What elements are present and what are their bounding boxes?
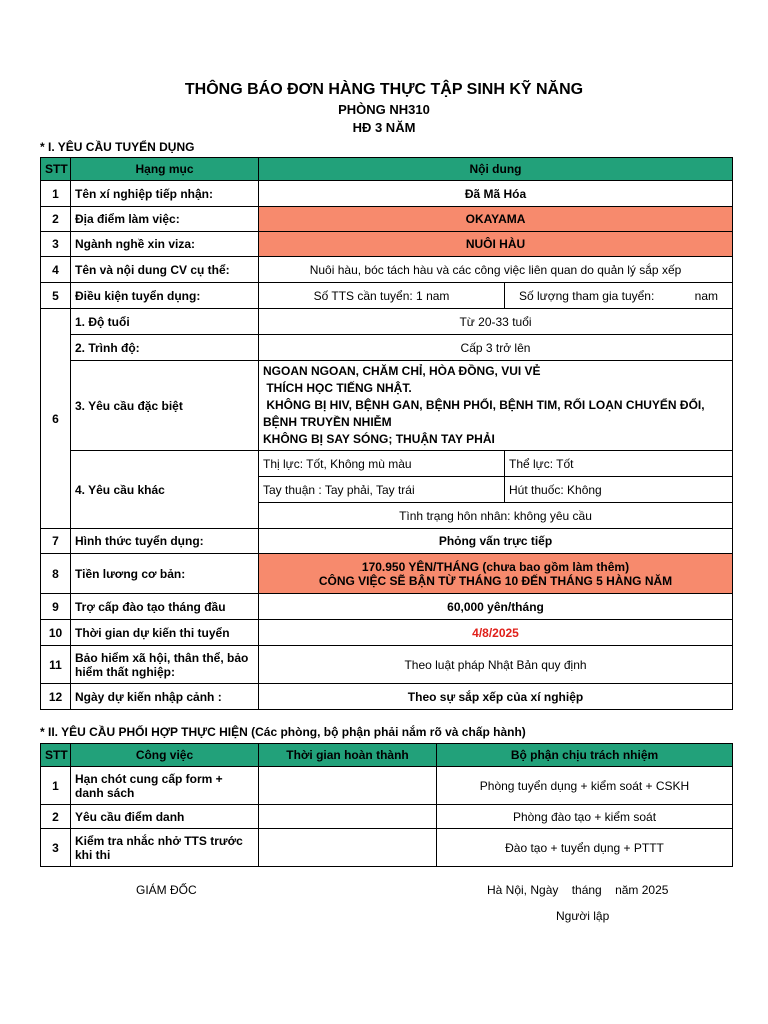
special-line: KHÔNG BỊ SAY SÓNG; THUẬN TAY PHẢI [263,432,495,446]
table-row [41,451,733,477]
contract-term: HĐ 3 NĂM [352,120,416,135]
responsible-department: Đào tạo + tuyển dụng + PTTT [437,829,733,867]
table-row [41,309,733,335]
row-label: Ngày dự kiến nhập cảnh : [71,684,259,710]
row-label: Tên xí nghiệp tiếp nhận: [71,181,259,207]
job-description: Nuôi hàu, bóc tách hàu và các công việc liên quan do quản lý sắp xếp [259,257,733,283]
table-row [41,361,733,451]
row-label: Trợ cấp đào tạo tháng đầu [71,594,259,620]
table-row [41,805,733,829]
row-stt: 3 [41,232,71,257]
row-label: Ngành nghề xin viza: [71,232,259,257]
row-label: Địa điểm làm việc: [71,207,259,232]
row-stt: 1 [41,767,71,805]
salary-amount: 170.950 YÊN/THÁNG (chưa bao gồm làm thêm) [361,559,630,574]
row-stt: 1 [41,181,71,207]
smoking-requirement: Hút thuốc: Không [505,477,733,503]
responsible-department: Phòng đào tạo + kiểm soát [437,805,733,829]
coordination-table [40,743,733,867]
education-label: 2. Trình độ: [71,335,259,361]
age-label: 1. Độ tuổi [71,309,259,335]
col-header-department: Bộ phận chịu trách nhiệm [437,744,733,767]
table-row [41,335,733,361]
busy-season-note: CÔNG VIỆC SẼ BẬN TỪ THÁNG 10 ĐẾN THÁNG 5 HÀNG NĂM [318,573,673,588]
special-requirements-label: 3. Yêu cầu đặc biệt [71,361,259,451]
visa-occupation: NUÔI HÀU [259,232,733,257]
table-row [41,646,733,684]
row-label: Tiền lương cơ bản: [71,554,259,594]
row-stt: 2 [41,207,71,232]
row-label: Điều kiện tuyển dụng: [71,283,259,309]
deadline [259,829,437,867]
training-allowance: 60,000 yên/tháng [259,594,733,620]
col-header-stt: STT [41,744,71,767]
table-row [41,529,733,554]
row-stt: 5 [41,283,71,309]
row-stt: 4 [41,257,71,283]
director-signature-label: GIÁM ĐỐC [136,883,197,897]
table-row [41,207,733,232]
preparer-signature-label: Người lập [556,909,610,923]
row-stt: 3 [41,829,71,867]
task: Hạn chót cung cấp form + danh sách [71,767,259,805]
recruitment-method: Phỏng vấn trực tiếp [259,529,733,554]
entry-date: Theo sự sắp xếp của xí nghiệp [259,684,733,710]
special-line: KHÔNG BỊ HIV, BỆNH GAN, BỆNH PHỔI, BỆNH TIM, RỐI LOẠN CHUYỂN ĐỔI, BỆNH TRUYỀN NHIỄM [263,398,708,429]
task: Kiểm tra nhắc nhở TTS trước khi thi [71,829,259,867]
row-label: Thời gian dự kiến thi tuyển [71,620,259,646]
marital-status: Tình trạng hôn nhân: không yêu cầu [259,503,733,529]
special-requirements [259,361,733,451]
candidates-count [505,283,733,309]
table-row [41,829,733,867]
row-stt: 2 [41,805,71,829]
col-header-stt: STT [41,158,71,181]
vision-requirement: Thị lực: Tốt, Không mù màu [259,451,505,477]
task: Yêu cầu điểm danh [71,805,259,829]
row-stt: 9 [41,594,71,620]
trainees-needed: Số TTS cần tuyển: 1 nam [259,283,505,309]
row-label: Tên và nội dung CV cụ thể: [71,257,259,283]
place-and-date: Hà Nội, Ngày tháng năm 2025 [487,883,669,897]
col-header-deadline: Thời gian hoàn thành [259,744,437,767]
handedness-requirement: Tay thuận : Tay phải, Tay trái [259,477,505,503]
row-stt: 8 [41,554,71,594]
special-line: THÍCH HỌC TIẾNG NHẬT. [263,381,412,395]
company-name: Đã Mã Hóa [259,181,733,207]
candidates-count-label: Số lượng tham gia tuyển: [519,288,655,303]
physical-requirement: Thể lực: Tốt [505,451,733,477]
document-title: THÔNG BÁO ĐƠN HÀNG THỰC TẬP SINH KỸ NĂNG [184,81,584,98]
row-stt: 12 [41,684,71,710]
row-stt: 7 [41,529,71,554]
table-row [41,684,733,710]
deadline [259,767,437,805]
row-stt: 10 [41,620,71,646]
table-row [41,767,733,805]
recruitment-requirements-table [40,157,733,710]
candidates-count-unit: nam [694,288,719,303]
table-row [41,594,733,620]
base-salary [259,554,733,594]
col-header-content: Nội dung [259,158,733,181]
row-label: Hình thức tuyển dụng: [71,529,259,554]
other-requirements-label: 4. Yêu cầu khác [71,451,259,529]
table-row [41,232,733,257]
section1-heading: * I. YÊU CẦU TUYỂN DỤNG [40,140,195,154]
row-stt: 11 [41,646,71,684]
responsible-department: Phòng tuyển dụng + kiểm soát + CSKH [437,767,733,805]
table-row [41,181,733,207]
section2-heading: * II. YÊU CẦU PHỐI HỢP THỰC HIỆN (Các phòng, bộ phận phải nắm rõ và chấp hành) [40,725,526,739]
col-header-task: Công việc [71,744,259,767]
table-row [41,283,733,309]
special-line: NGOAN NGOAN, CHĂM CHỈ, HÒA ĐỒNG, VUI VẺ [263,364,541,378]
table-row [41,620,733,646]
row-stt: 6 [41,309,71,529]
table-row [41,554,733,594]
deadline [259,805,437,829]
insurance: Theo luật pháp Nhật Bản quy định [259,646,733,684]
row-label: Bảo hiểm xã hội, thân thể, bảo hiểm thất nghiệp: [71,646,259,684]
education-value: Cấp 3 trở lên [259,335,733,361]
work-location: OKAYAMA [259,207,733,232]
age-value: Từ 20-33 tuổi [259,309,733,335]
exam-date: 4/8/2025 [259,620,733,646]
col-header-item: Hạng mục [71,158,259,181]
table-row [41,257,733,283]
room-code: PHÒNG NH310 [338,102,430,117]
